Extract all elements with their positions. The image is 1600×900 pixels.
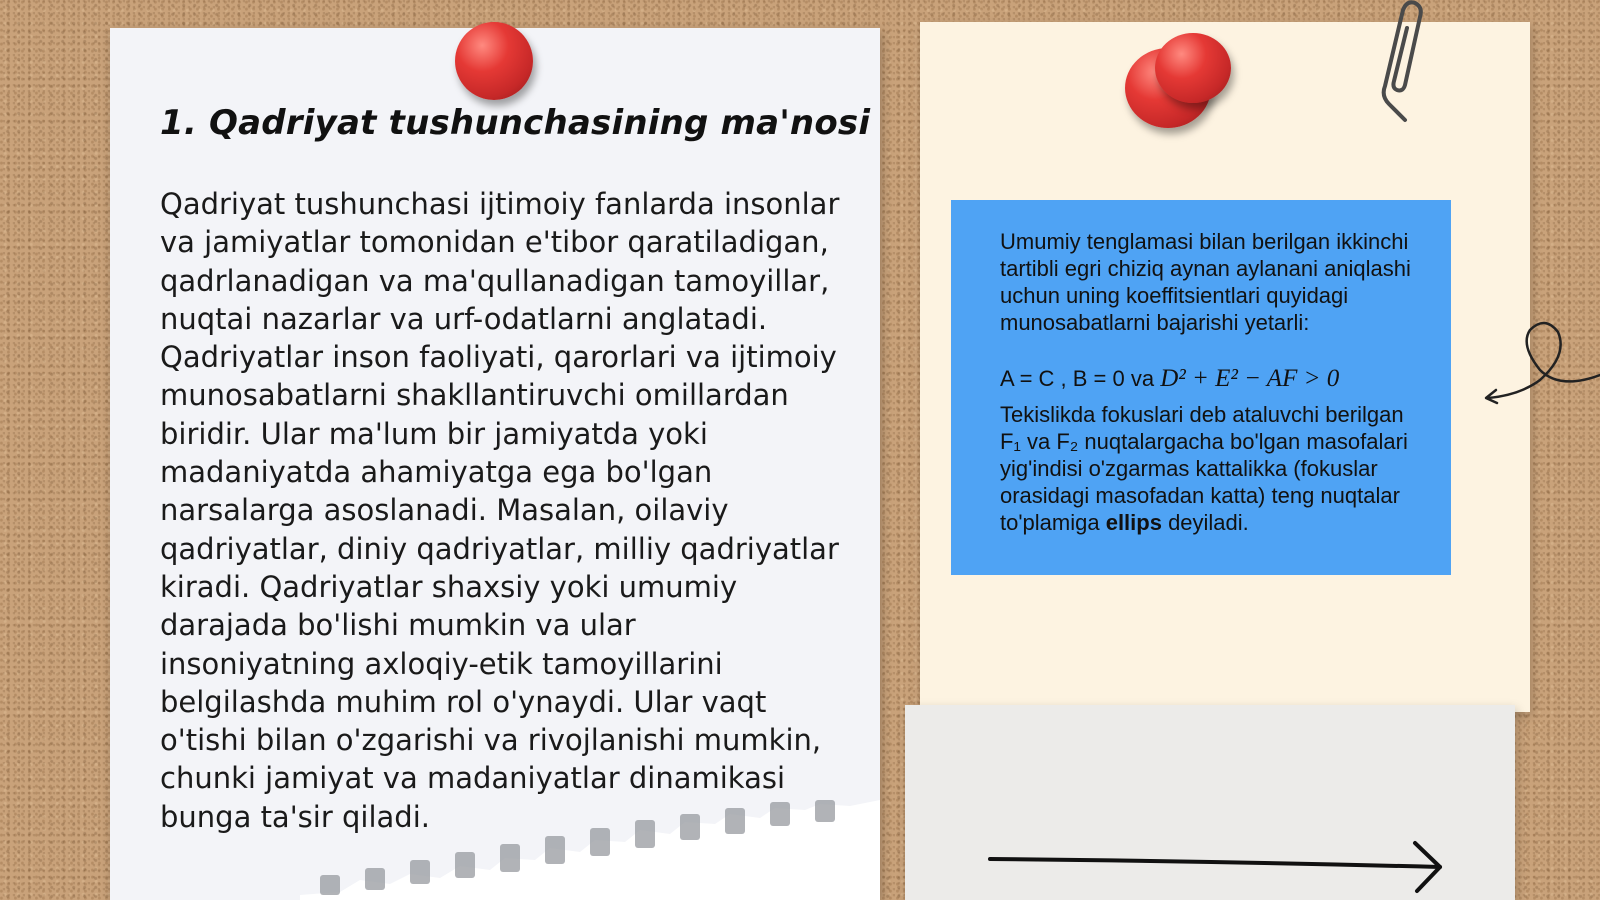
ellipse-definition-text bbox=[1000, 401, 1420, 536]
formula-math: D² + E² − AF > 0 bbox=[1160, 365, 1340, 392]
red-pushpin-icon bbox=[1155, 33, 1231, 103]
arrow-right-icon bbox=[985, 835, 1450, 895]
red-pushpin-icon bbox=[455, 22, 533, 100]
formula-line bbox=[1000, 365, 1339, 393]
ellipse-definition-end: deyiladi. bbox=[1161, 510, 1249, 535]
circle-condition-text: Umumiy tenglamasi bilan berilgan ikkinchi tartibli egri chiziq aynan aylanani aniqlashi uchun uning koeffitsientlari quyidagi munosabatlarni bajarishi yetarli: bbox=[1000, 229, 1411, 335]
formula-conditions: A = C , B = 0 va bbox=[1000, 366, 1161, 391]
ellipse-definition-start: Tekislikda fokuslari deb ataluvchi berilgan F₁ va F₂ nuqtalargacha bo'lgan masofalari yig'indisi o'zgarmas kattalikka (fokuslar orasidagi masofadan katta) teng nuqtalar to'plamiga bbox=[1000, 402, 1408, 535]
loop-arrow-doodle-icon bbox=[1480, 310, 1600, 410]
note-body-text: Qadriyat tushunchasi ijtimoiy fanlarda insonlar va jamiyatlar tomonidan e'tibor qaratiladigan, qadrlanadigan va ma'qullanadigan tamoyillar, nuqtai nazarlar va urf-odatlarni anglatadi. Qadriyatlar inson faoliyati, qarorlari va ijtimoiy munosabatlarni shakllantiruvchi omillardan biridir. Ular ma'lum bir jamiyatda yoki madaniyatda ahamiyatga ega bo'lgan narsalarga asoslanadi. Masalan, oilaviy qadriyatlar, diniy qadriyatlar, milliy qadriyatlar kiradi. Qadriyatlar shaxsiy yoki umumiy darajada bo'lishi mumkin va ular insoniyatning axloqiy-etik tamoyillarini belgilashda muhim rol o'ynaydi. Ular vaqt o'tishi bilan o'zgarishi va rivojlanishi mumkin, chunki jamiyat va madaniyatlar dinamikasi bunga ta'sir qiladi. bbox=[160, 187, 840, 834]
ellipse-term: ellips bbox=[1105, 510, 1162, 535]
note-title: 1. Qadriyat tushunchasining ma'nosi bbox=[160, 103, 871, 143]
paperclip-icon bbox=[1375, 0, 1425, 125]
